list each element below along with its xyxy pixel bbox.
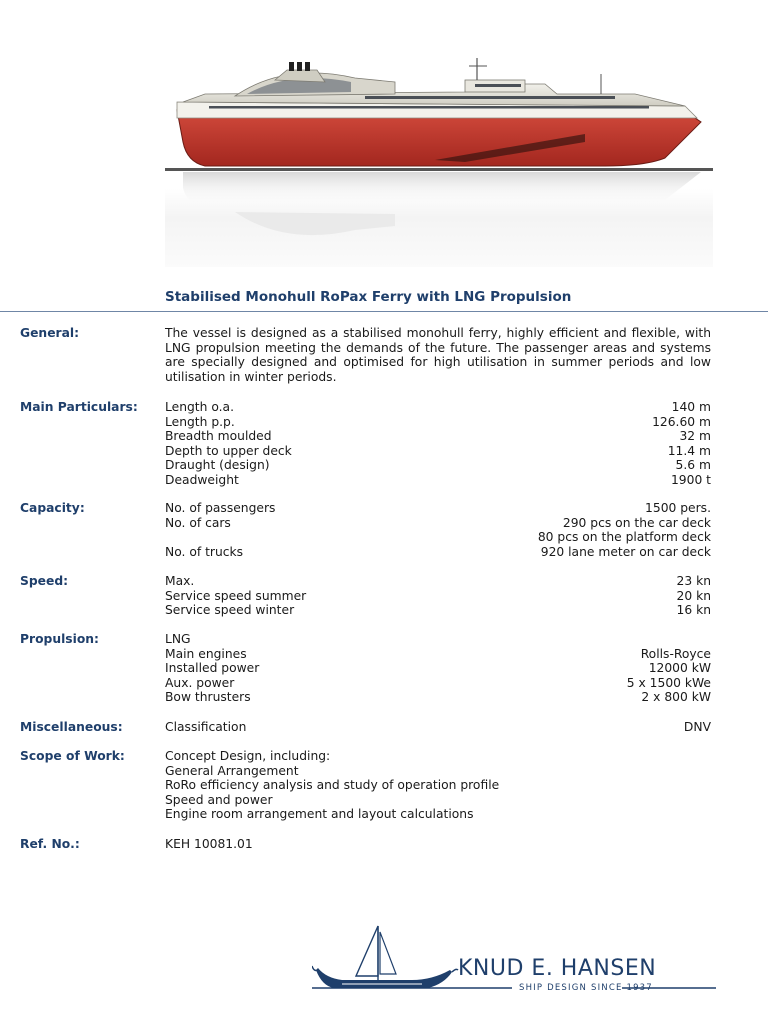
- spec-rows: [165, 837, 711, 852]
- spec-rows: [165, 632, 711, 705]
- spec-row: [165, 647, 711, 662]
- spec-key: Length p.p.: [165, 414, 235, 429]
- spec-key: Max.: [165, 574, 195, 588]
- spec-row: [165, 458, 711, 473]
- spec-row: [165, 400, 711, 415]
- spec-rows: [165, 501, 711, 559]
- spec-row: [165, 793, 711, 808]
- spec-key: Speed and power: [165, 792, 273, 807]
- spec-value: 126.60 m: [652, 414, 711, 429]
- spec-row: [165, 516, 711, 531]
- spec-key: Depth to upper deck: [165, 443, 292, 458]
- spec-row: [165, 444, 711, 459]
- spec-value: 23 kn: [676, 574, 711, 588]
- section-label: Capacity:: [20, 501, 85, 515]
- spec-row: [165, 530, 711, 545]
- spec-value: 80 pcs on the platform deck: [537, 530, 711, 545]
- spec-value: 140 m: [671, 400, 711, 414]
- section-label: Speed:: [20, 574, 69, 588]
- spec-value: 1900 t: [670, 472, 711, 487]
- spec-row: [165, 764, 711, 779]
- spec-rows: [165, 720, 711, 735]
- spec-row: [165, 807, 711, 822]
- spec-value: 16 kn: [676, 603, 711, 618]
- spec-key: Installed power: [165, 661, 260, 676]
- spec-key: No. of cars: [165, 515, 231, 530]
- spec-value: DNV: [683, 720, 711, 734]
- ferry-illustration: [165, 22, 713, 267]
- spec-row: [165, 501, 711, 516]
- spec-key: General Arrangement: [165, 763, 299, 778]
- spec-key: RoRo efficiency analysis and study of operation profile: [165, 778, 500, 793]
- section-label: Main Particulars:: [20, 400, 138, 414]
- spec-row: [165, 545, 711, 560]
- spec-row: [165, 589, 711, 604]
- logo-company-name: KNUD E. HANSEN: [458, 956, 657, 981]
- spec-key: Draught (design): [165, 458, 270, 473]
- spec-row: [165, 415, 711, 430]
- spec-row: [165, 690, 711, 705]
- company-logo: [312, 924, 718, 996]
- section-label: General:: [20, 326, 80, 340]
- section-label: Ref. No.:: [20, 837, 80, 851]
- spec-key: Concept Design, including:: [165, 749, 331, 763]
- spec-value: 11.4 m: [667, 443, 711, 458]
- general-description: The vessel is designed as a stabilised monohull ferry, highly efficient and flexible, with LNG propulsion meeting the demands of the future. The passenger areas and systems are specially designed and optimised for high utilisation in summer periods and low utilisation in winter periods.: [165, 326, 711, 384]
- spec-row: [165, 473, 711, 488]
- spec-key: KEH 10081.01: [165, 837, 253, 851]
- spec-key: Bow thrusters: [165, 690, 251, 705]
- spec-row: [165, 778, 711, 793]
- spec-rows: [165, 574, 711, 618]
- spec-row: [165, 632, 711, 647]
- spec-key: Length o.a.: [165, 400, 234, 414]
- logo-tagline: SHIP DESIGN SINCE 1937: [519, 983, 653, 993]
- spec-value: 2 x 800 kW: [641, 690, 711, 705]
- spec-value: Rolls-Royce: [640, 646, 711, 661]
- section-label: Miscellaneous:: [20, 720, 123, 734]
- spec-row: [165, 574, 711, 589]
- title-divider: [0, 311, 768, 312]
- spec-rows: [165, 400, 711, 488]
- spec-key: Deadweight: [165, 472, 239, 487]
- spec-value: 20 kn: [676, 588, 711, 603]
- page-title: Stabilised Monohull RoPax Ferry with LNG Propulsion: [165, 289, 572, 305]
- spec-row: [165, 603, 711, 618]
- spec-value: 12000 kW: [648, 661, 711, 676]
- spec-key: No. of passengers: [165, 501, 276, 515]
- spec-key: Service speed winter: [165, 603, 295, 618]
- spec-value: 290 pcs on the car deck: [562, 515, 711, 530]
- spec-key: Aux. power: [165, 675, 235, 690]
- spec-row: [165, 720, 711, 735]
- spec-row: [165, 661, 711, 676]
- spec-rows: [165, 749, 711, 822]
- spec-key: Classification: [165, 720, 247, 734]
- spec-key: No. of trucks: [165, 544, 244, 559]
- spec-value: 32 m: [679, 429, 711, 444]
- spec-row: [165, 837, 711, 852]
- section-label: Propulsion:: [20, 632, 99, 646]
- spec-value: 5.6 m: [675, 458, 711, 473]
- spec-key: Main engines: [165, 646, 247, 661]
- spec-key: Service speed summer: [165, 588, 307, 603]
- spec-value: 920 lane meter on car deck: [540, 544, 711, 559]
- spec-key: Engine room arrangement and layout calculations: [165, 807, 474, 822]
- spec-key: Breadth moulded: [165, 429, 272, 444]
- section-label: Scope of Work:: [20, 749, 125, 763]
- spec-key: LNG: [165, 632, 191, 646]
- spec-value: 1500 pers.: [645, 501, 711, 515]
- spec-row: [165, 429, 711, 444]
- spec-row: [165, 749, 711, 764]
- spec-row: [165, 676, 711, 691]
- spec-value: 5 x 1500 kWe: [626, 675, 711, 690]
